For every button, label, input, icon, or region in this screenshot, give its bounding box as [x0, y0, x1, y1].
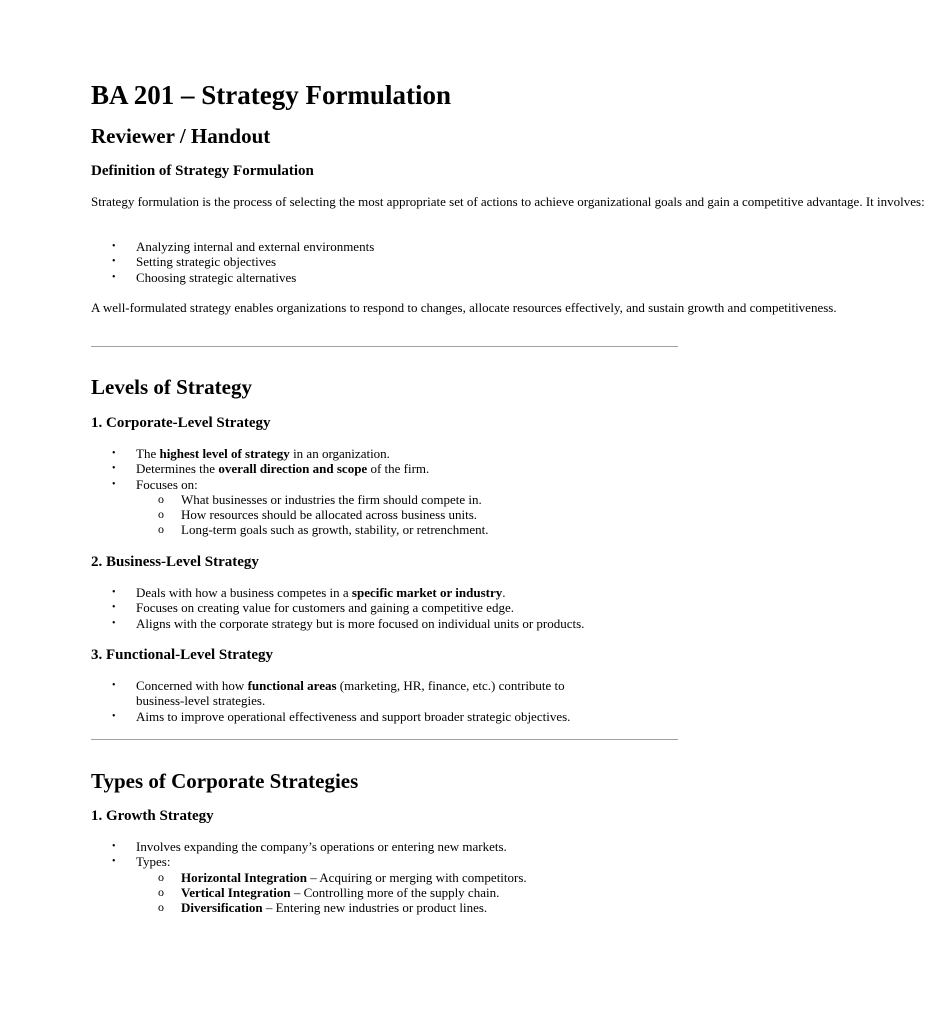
corporate-level-heading: 1. Corporate-Level Strategy	[91, 415, 271, 431]
bullet-icon: •	[112, 856, 116, 868]
list-item: • Aims to improve operational effectiveness and support broader strategic objectives.	[112, 708, 571, 724]
corporate-level-list	[91, 446, 678, 538]
sub-bullet-icon: o	[158, 900, 164, 915]
sub-bullet-icon: o	[158, 491, 164, 506]
definition-heading: Definition of Strategy Formulation	[91, 163, 314, 179]
bullet-icon: •	[112, 256, 116, 268]
functional-level-heading: 3. Functional-Level Strategy	[91, 647, 274, 663]
bullet-icon: •	[112, 478, 116, 490]
bullet-icon: •	[112, 617, 116, 629]
bullet-icon: •	[112, 587, 116, 598]
growth-strategy-heading: 1. Growth Strategy	[91, 808, 214, 824]
list-item: • Involves expanding the company’s operations or entering new markets.	[112, 839, 507, 854]
definition-list	[91, 239, 678, 285]
list-item: • Setting strategic objectives	[112, 254, 277, 270]
list-item: • Aligns with the corporate strategy but is more focused on individual units or products.	[112, 615, 585, 631]
growth-strategy-list	[91, 839, 678, 915]
sub-bullet-icon: o	[158, 522, 164, 537]
business-level-heading: 2. Business-Level Strategy	[91, 554, 259, 570]
list-item: • Analyzing internal and external environments	[112, 239, 375, 254]
list-item: • Choosing strategic alternatives	[112, 269, 297, 285]
list-item: • Focuses on: o What businesses or industries the firm should compete in. o How resources should be allocated across business units. o Long-term goals such as growth, stability, or retrenchment.	[91, 477, 678, 538]
sub-list-item: o Horizontal Integration – Acquiring or merging with competitors.	[158, 869, 527, 885]
definition-closing: A well-formulated strategy enables organizations to respond to changes, allocate resources effectively, and sustain growth and competitiveness.	[91, 300, 837, 315]
growth-types-sublist	[136, 870, 678, 916]
sub-list-item: o Diversification – Entering new industries or product lines.	[158, 900, 488, 916]
corporate-focus-sublist	[136, 492, 678, 538]
sub-bullet-icon: o	[158, 869, 164, 884]
bullet-icon: •	[112, 241, 116, 252]
definition-intro: Strategy formulation is the process of selecting the most appropriate set of actions to achieve organizational goals and gain a competitive advantage. It involves:	[91, 194, 925, 209]
document-title: BA 201 – Strategy Formulation	[91, 80, 451, 110]
sub-list-item: o Long-term goals such as growth, stability, or retrenchment.	[158, 522, 489, 538]
bullet-icon: •	[112, 271, 116, 283]
list-item: • Deals with how a business competes in a specific market or industry.	[112, 585, 506, 600]
bullet-icon: •	[112, 602, 116, 614]
bullet-icon: •	[112, 710, 116, 722]
bullet-icon: •	[112, 680, 116, 691]
document-subtitle: Reviewer / Handout	[91, 124, 271, 148]
sub-bullet-icon: o	[158, 507, 164, 522]
sub-list-item: o Vertical Integration – Controlling more of the supply chain.	[158, 884, 500, 900]
sub-list-item: o How resources should be allocated across business units.	[158, 507, 478, 523]
business-level-list	[91, 585, 678, 631]
functional-level-list	[91, 678, 678, 724]
section-divider	[91, 346, 678, 347]
bullet-icon: •	[112, 448, 116, 459]
levels-heading: Levels of Strategy	[91, 375, 252, 399]
list-item: • Concerned with how functional areas (marketing, HR, finance, etc.) contribute to business-level strategies.	[112, 678, 565, 709]
list-item: • Focuses on creating value for customers and gaining a competitive edge.	[112, 600, 514, 616]
bullet-icon: •	[112, 463, 116, 475]
corporate-types-heading: Types of Corporate Strategies	[91, 769, 359, 793]
list-item: • Types: o Horizontal Integration – Acquiring or merging with competitors. o Vertical Integration – Controlling more of the supply chain. o Diversification – Entering new industries or product lines.	[91, 854, 678, 915]
sub-list-item: o What businesses or industries the firm should compete in.	[158, 491, 482, 507]
list-item: • Determines the overall direction and scope of the firm.	[112, 461, 430, 477]
list-item: • The highest level of strategy in an organization.	[112, 446, 390, 461]
section-divider	[91, 739, 678, 740]
bullet-icon: •	[112, 841, 116, 852]
sub-bullet-icon: o	[158, 884, 164, 899]
